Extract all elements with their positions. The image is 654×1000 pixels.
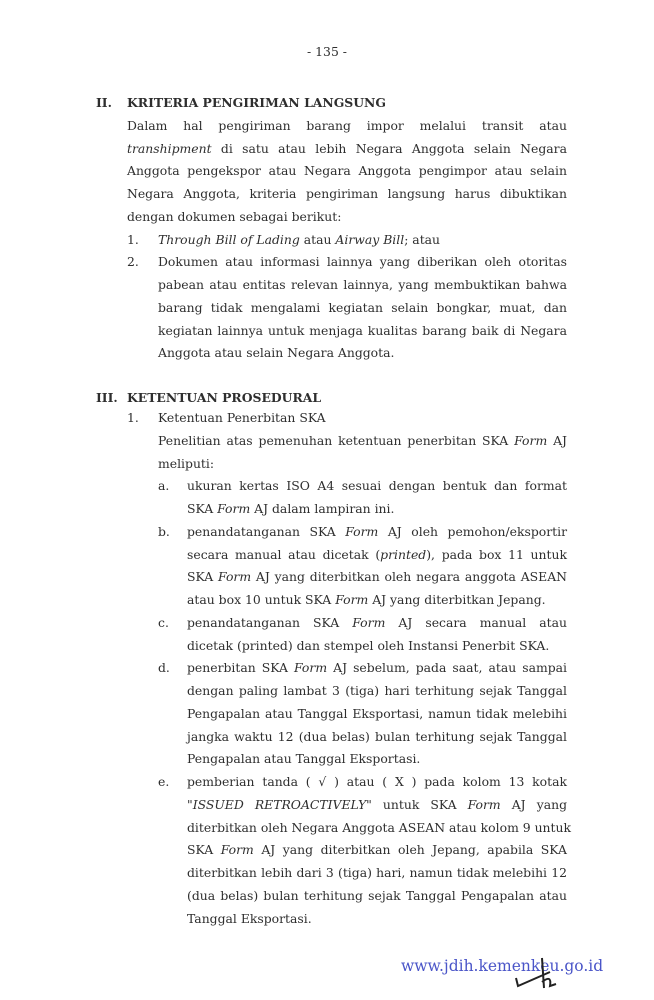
text-segment: (dua belas) bulan terhitung sejak Tanggal Pengapalan atau [187, 887, 567, 903]
italic-text: Form [467, 796, 501, 812]
text-line [0, 908, 654, 931]
italic-text: Form [352, 614, 386, 630]
text-segment: secara manual atau dicetak ( [187, 546, 381, 562]
line-text [127, 183, 567, 206]
list-letter: e. [158, 774, 170, 789]
line-text [187, 589, 567, 612]
line-text [187, 544, 567, 567]
text-line [0, 475, 654, 498]
text-line [0, 635, 654, 658]
line-text [187, 794, 567, 817]
line-text [187, 703, 567, 726]
footer-url-link[interactable]: www.jdih.kemenkeu.go.id [401, 957, 604, 975]
text-segment: AJ yang [500, 796, 567, 812]
line-text [187, 839, 567, 862]
line-text [187, 748, 567, 771]
list-number: 2. [127, 254, 139, 270]
text-segment: penerbitan SKA [187, 660, 295, 676]
italic-text: Form [514, 432, 548, 448]
text-segment: AJ dalam lampiran ini. [250, 501, 395, 516]
text-segment: atau [299, 231, 336, 247]
text-line [0, 160, 654, 183]
text-segment: AJ secara manual atau [385, 614, 567, 630]
text-line [0, 498, 654, 521]
line-text [158, 453, 567, 476]
text-segment: Pengapalan atau Tanggal Eksportasi. [187, 751, 421, 767]
text-segment: diterbitkan lebih dari 3 (tiga) hari, namun tidak melebihi 12 [187, 865, 567, 880]
text-line [0, 138, 654, 161]
text-segment: ; atau [404, 231, 441, 247]
text-line [0, 453, 654, 476]
text-segment: diterbitkan oleh Negara Anggota ASEAN atau kolom 9 untuk [187, 819, 572, 835]
section-number: III. [96, 390, 118, 405]
text-segment: AJ yang diterbitkan oleh Jepang, apabila SKA [253, 842, 567, 858]
text-line [0, 771, 654, 794]
line-text [187, 657, 567, 680]
line-text [158, 430, 567, 453]
text-segment: dengan dokumen sebagai berikut: [127, 208, 342, 224]
text-segment: jangka waktu 12 (dua belas) bulan terhitung sejak Tanggal [187, 728, 567, 744]
text-segment: " [187, 796, 193, 812]
text-segment: meliputi: [158, 455, 215, 471]
italic-text: Airway Bill [335, 231, 405, 247]
text-segment: barang tidak mengalami kegiatan selain bongkar, muat, dan [158, 299, 567, 315]
text-line [0, 680, 654, 703]
line-text [187, 862, 567, 885]
section-title: KETENTUAN PROSEDURAL [127, 390, 322, 405]
section-title: KRITERIA PENGIRIMAN LANGSUNG [127, 95, 386, 110]
text-segment: kegiatan lainnya untuk menjaga kualitas barang baik di Negara [158, 322, 567, 338]
line-text [127, 138, 567, 161]
text-line [0, 342, 654, 365]
list-letter: d. [158, 660, 170, 676]
italic-text: Form [218, 569, 252, 585]
list-letter: c. [158, 614, 169, 630]
line-text [127, 115, 567, 138]
text-segment: penandatanganan SKA [187, 523, 346, 539]
text-segment: Anggota atau selain Negara Anggota. [158, 345, 395, 361]
line-text [187, 817, 572, 840]
section-number: II. [96, 95, 112, 110]
line-text [187, 498, 567, 521]
text-segment: AJ oleh pemohon/eksportir [378, 523, 567, 539]
text-line [0, 430, 654, 453]
text-line [0, 839, 654, 862]
section-heading [0, 92, 654, 115]
line-text [158, 229, 567, 252]
line-text [158, 407, 567, 430]
text-line [0, 885, 654, 908]
line-text [127, 206, 567, 229]
list-letter: a. [158, 478, 170, 494]
line-text [187, 475, 567, 498]
text-line [0, 817, 654, 840]
line-text [187, 566, 567, 589]
text-segment: ukuran kertas ISO A4 sesuai dengan bentuk dan format [187, 478, 567, 494]
text-segment: pemberian tanda ( √ ) atau ( X ) pada kolom 13 kotak [187, 774, 567, 789]
text-line [0, 274, 654, 297]
italic-text: Form [220, 842, 254, 858]
text-line [0, 251, 654, 274]
list-number: 1. [127, 231, 139, 247]
italic-text: ISSUED RETROACTIVELY" [192, 796, 372, 812]
text-segment: AJ yang diterbitkan Jepang. [368, 592, 546, 607]
text-segment: Ketentuan Penerbitan SKA [158, 410, 326, 425]
italic-text: printed [380, 546, 427, 562]
text-line [0, 862, 654, 885]
italic-text: Form [294, 660, 328, 676]
text-segment: SKA [187, 569, 219, 585]
line-text [187, 612, 567, 635]
text-segment: untuk SKA [371, 796, 468, 812]
italic-text: Form [217, 501, 251, 516]
line-text [187, 680, 567, 703]
text-segment: Anggota pengekspor atau Negara Anggota pengimpor atau selain [127, 163, 567, 179]
text-line [0, 566, 654, 589]
text-segment: di satu atau lebih Negara Anggota selain Negara [211, 140, 567, 156]
line-text [158, 274, 567, 297]
line-text [187, 885, 567, 908]
text-segment: Negara Anggota, kriteria pengiriman langsung harus dibuktikan [127, 186, 567, 201]
text-segment: Penelitian atas pemenuhan ketentuan penerbitan SKA [158, 432, 515, 448]
text-line [0, 657, 654, 680]
line-text [127, 160, 567, 183]
text-line [0, 589, 654, 612]
text-line [0, 206, 654, 229]
text-segment: Tanggal Eksportasi. [187, 910, 312, 926]
line-text [187, 771, 567, 794]
line-text [187, 521, 567, 544]
text-line [0, 703, 654, 726]
text-line [0, 544, 654, 567]
text-segment: Pengapalan atau Tanggal Eksportasi, namun tidak melebihi [187, 705, 567, 721]
text-segment: dengan paling lambat 3 (tiga) hari terhitung sejak Tanggal [187, 683, 567, 698]
italic-text: transhipment [127, 140, 212, 156]
text-segment: AJ sebelum, pada saat, atau sampai [327, 660, 567, 676]
text-segment: pabean atau entitas relevan lainnya, yang membuktikan bahwa [158, 277, 567, 292]
line-text [187, 908, 567, 931]
text-line [0, 612, 654, 635]
text-line [0, 521, 654, 544]
italic-text: Through Bill of Lading [158, 231, 300, 247]
paraf-signature [512, 952, 582, 992]
text-segment: dicetak (printed) dan stempel oleh Instansi Penerbit SKA. [187, 637, 550, 653]
text-segment: ), pada box 11 untuk [426, 546, 567, 562]
document-body [0, 92, 654, 930]
text-line [0, 115, 654, 138]
line-text [158, 297, 567, 320]
line-text [187, 635, 567, 658]
text-segment: SKA [187, 501, 218, 516]
italic-text: Form [335, 592, 369, 607]
text-line [0, 794, 654, 817]
text-line [0, 726, 654, 749]
page-number: - 135 - [307, 44, 347, 59]
text-line [0, 229, 654, 252]
text-line [0, 183, 654, 206]
italic-text: Form [345, 523, 379, 539]
line-text [158, 320, 567, 343]
text-line [0, 297, 654, 320]
text-line [0, 748, 654, 771]
text-segment: Dalam hal pengiriman barang impor melalui transit atau [127, 117, 567, 133]
text-line [0, 407, 654, 430]
line-text [187, 726, 567, 749]
text-segment: AJ yang diterbitkan oleh negara anggota ASEAN [251, 569, 567, 585]
text-segment: penandatanganan SKA [187, 614, 353, 630]
section-gap [0, 365, 654, 387]
text-segment: SKA [187, 842, 221, 858]
line-text [158, 342, 567, 365]
text-line [0, 320, 654, 343]
list-number: 1. [127, 410, 139, 425]
text-segment: AJ [547, 432, 568, 448]
text-segment: atau box 10 untuk SKA [187, 592, 336, 607]
list-letter: b. [158, 523, 170, 539]
line-text [158, 251, 567, 274]
text-segment: Dokumen atau informasi lainnya yang diberikan oleh otoritas [158, 254, 567, 270]
section-heading [0, 387, 654, 407]
